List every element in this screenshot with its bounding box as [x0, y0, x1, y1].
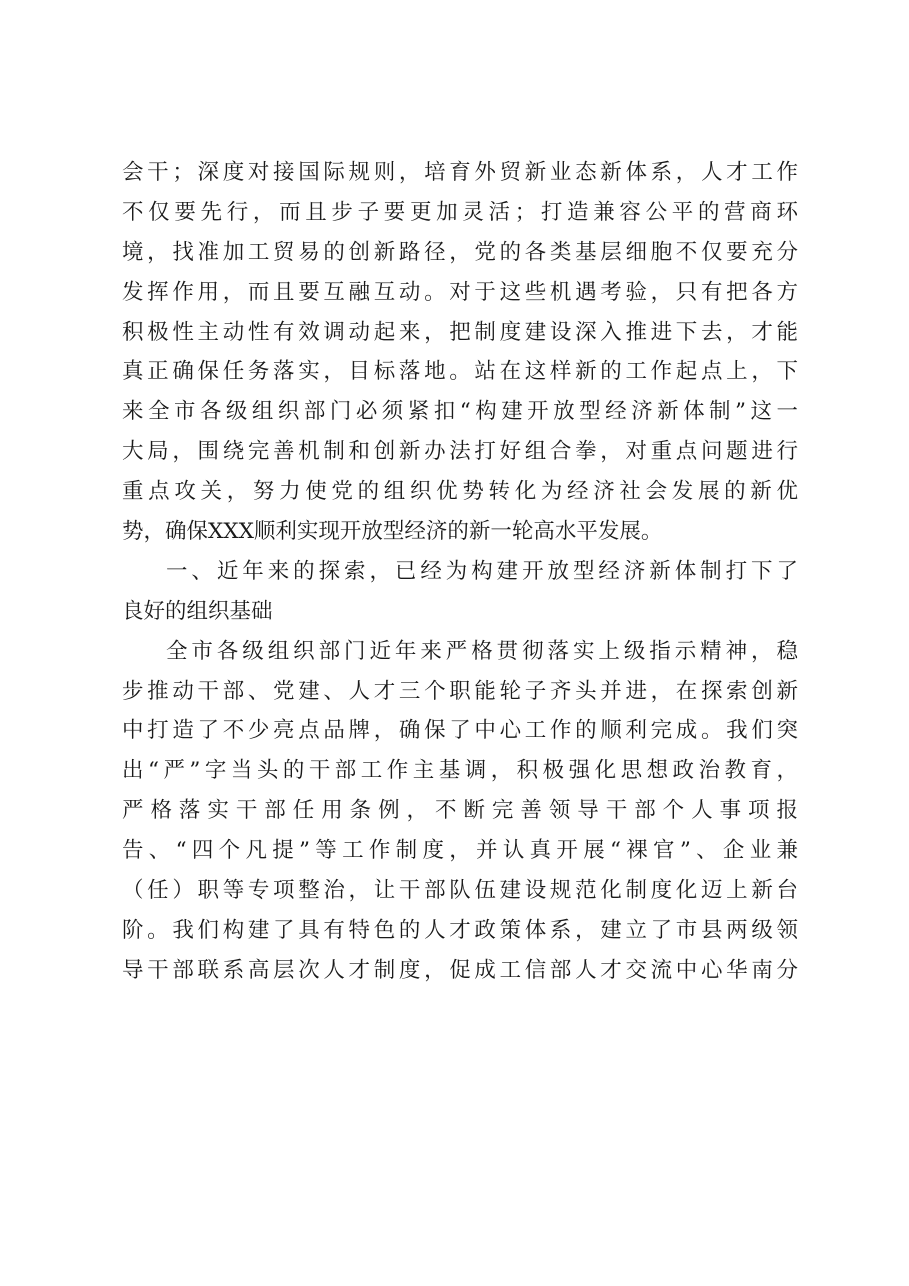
paragraph-1: [122, 155, 798, 554]
text-line: 不仅要先行，而且步子要更加灵活；打造兼容公平的营商环: [122, 199, 798, 225]
document-body: [122, 155, 798, 989]
text-line: 中打造了不少亮点品牌，确保了中心工作的顺利完成。我们突: [122, 718, 798, 744]
text-line: 大局，围绕完善机制和创新办法打好组合拳，对重点问题进行: [122, 439, 798, 465]
text-line: 重点攻关，努力使党的组织优势转化为经济社会发展的新优: [122, 479, 798, 505]
text-line: 步推动干部、党建、人才三个职能轮子齐头并进，在探索创新: [122, 678, 798, 704]
section-heading: [122, 554, 798, 634]
text-line: 发挥作用，而且要互融互动。对于这些机遇考验，只有把各方: [122, 279, 798, 305]
text-line: 严格落实干部任用条例，不断完善领导干部个人事项报: [122, 798, 798, 824]
heading-line: 良好的组织基础: [122, 598, 273, 624]
text-line: 会干；深度对接国际规则，培育外贸新业态新体系，人才工作: [122, 160, 798, 185]
text-line: 境，找准加工贸易的创新路径，党的各类基层细胞不仅要充分: [122, 239, 798, 265]
text-line: 全市各级组织部门近年来严格贯彻落实上级指示精神，稳: [166, 638, 798, 664]
text-line: 导干部联系高层次人才制度，促成工信部人才交流中心华南分: [122, 957, 798, 983]
text-line: 来全市各级组织部门必须紧扣“构建开放型经济新体制”这一: [122, 399, 798, 425]
text-line: 出“严”字当头的干部工作主基调，积极强化思想政治教育，: [122, 758, 798, 784]
text-line: 告、“四个凡提”等工作制度，并认真开展“裸官”、企业兼: [122, 838, 798, 864]
paragraph-3: [122, 634, 798, 989]
heading-line: 一、近年来的探索，已经为构建开放型经济新体制打下了: [166, 558, 798, 584]
text-line: 阶。我们构建了具有特色的人才政策体系，建立了市县两级领: [122, 917, 798, 943]
text-line: 势，确保XXX顺利实现开放型经济的新一轮高水平发展。: [122, 519, 663, 545]
text-line: 真正确保任务落实，目标落地。站在这样新的工作起点上，下: [122, 359, 798, 385]
text-line: 积极性主动性有效调动起来，把制度建设深入推进下去，才能: [122, 319, 798, 345]
text-line: （任）职等专项整治，让干部队伍建设规范化制度化迈上新台: [122, 878, 798, 904]
